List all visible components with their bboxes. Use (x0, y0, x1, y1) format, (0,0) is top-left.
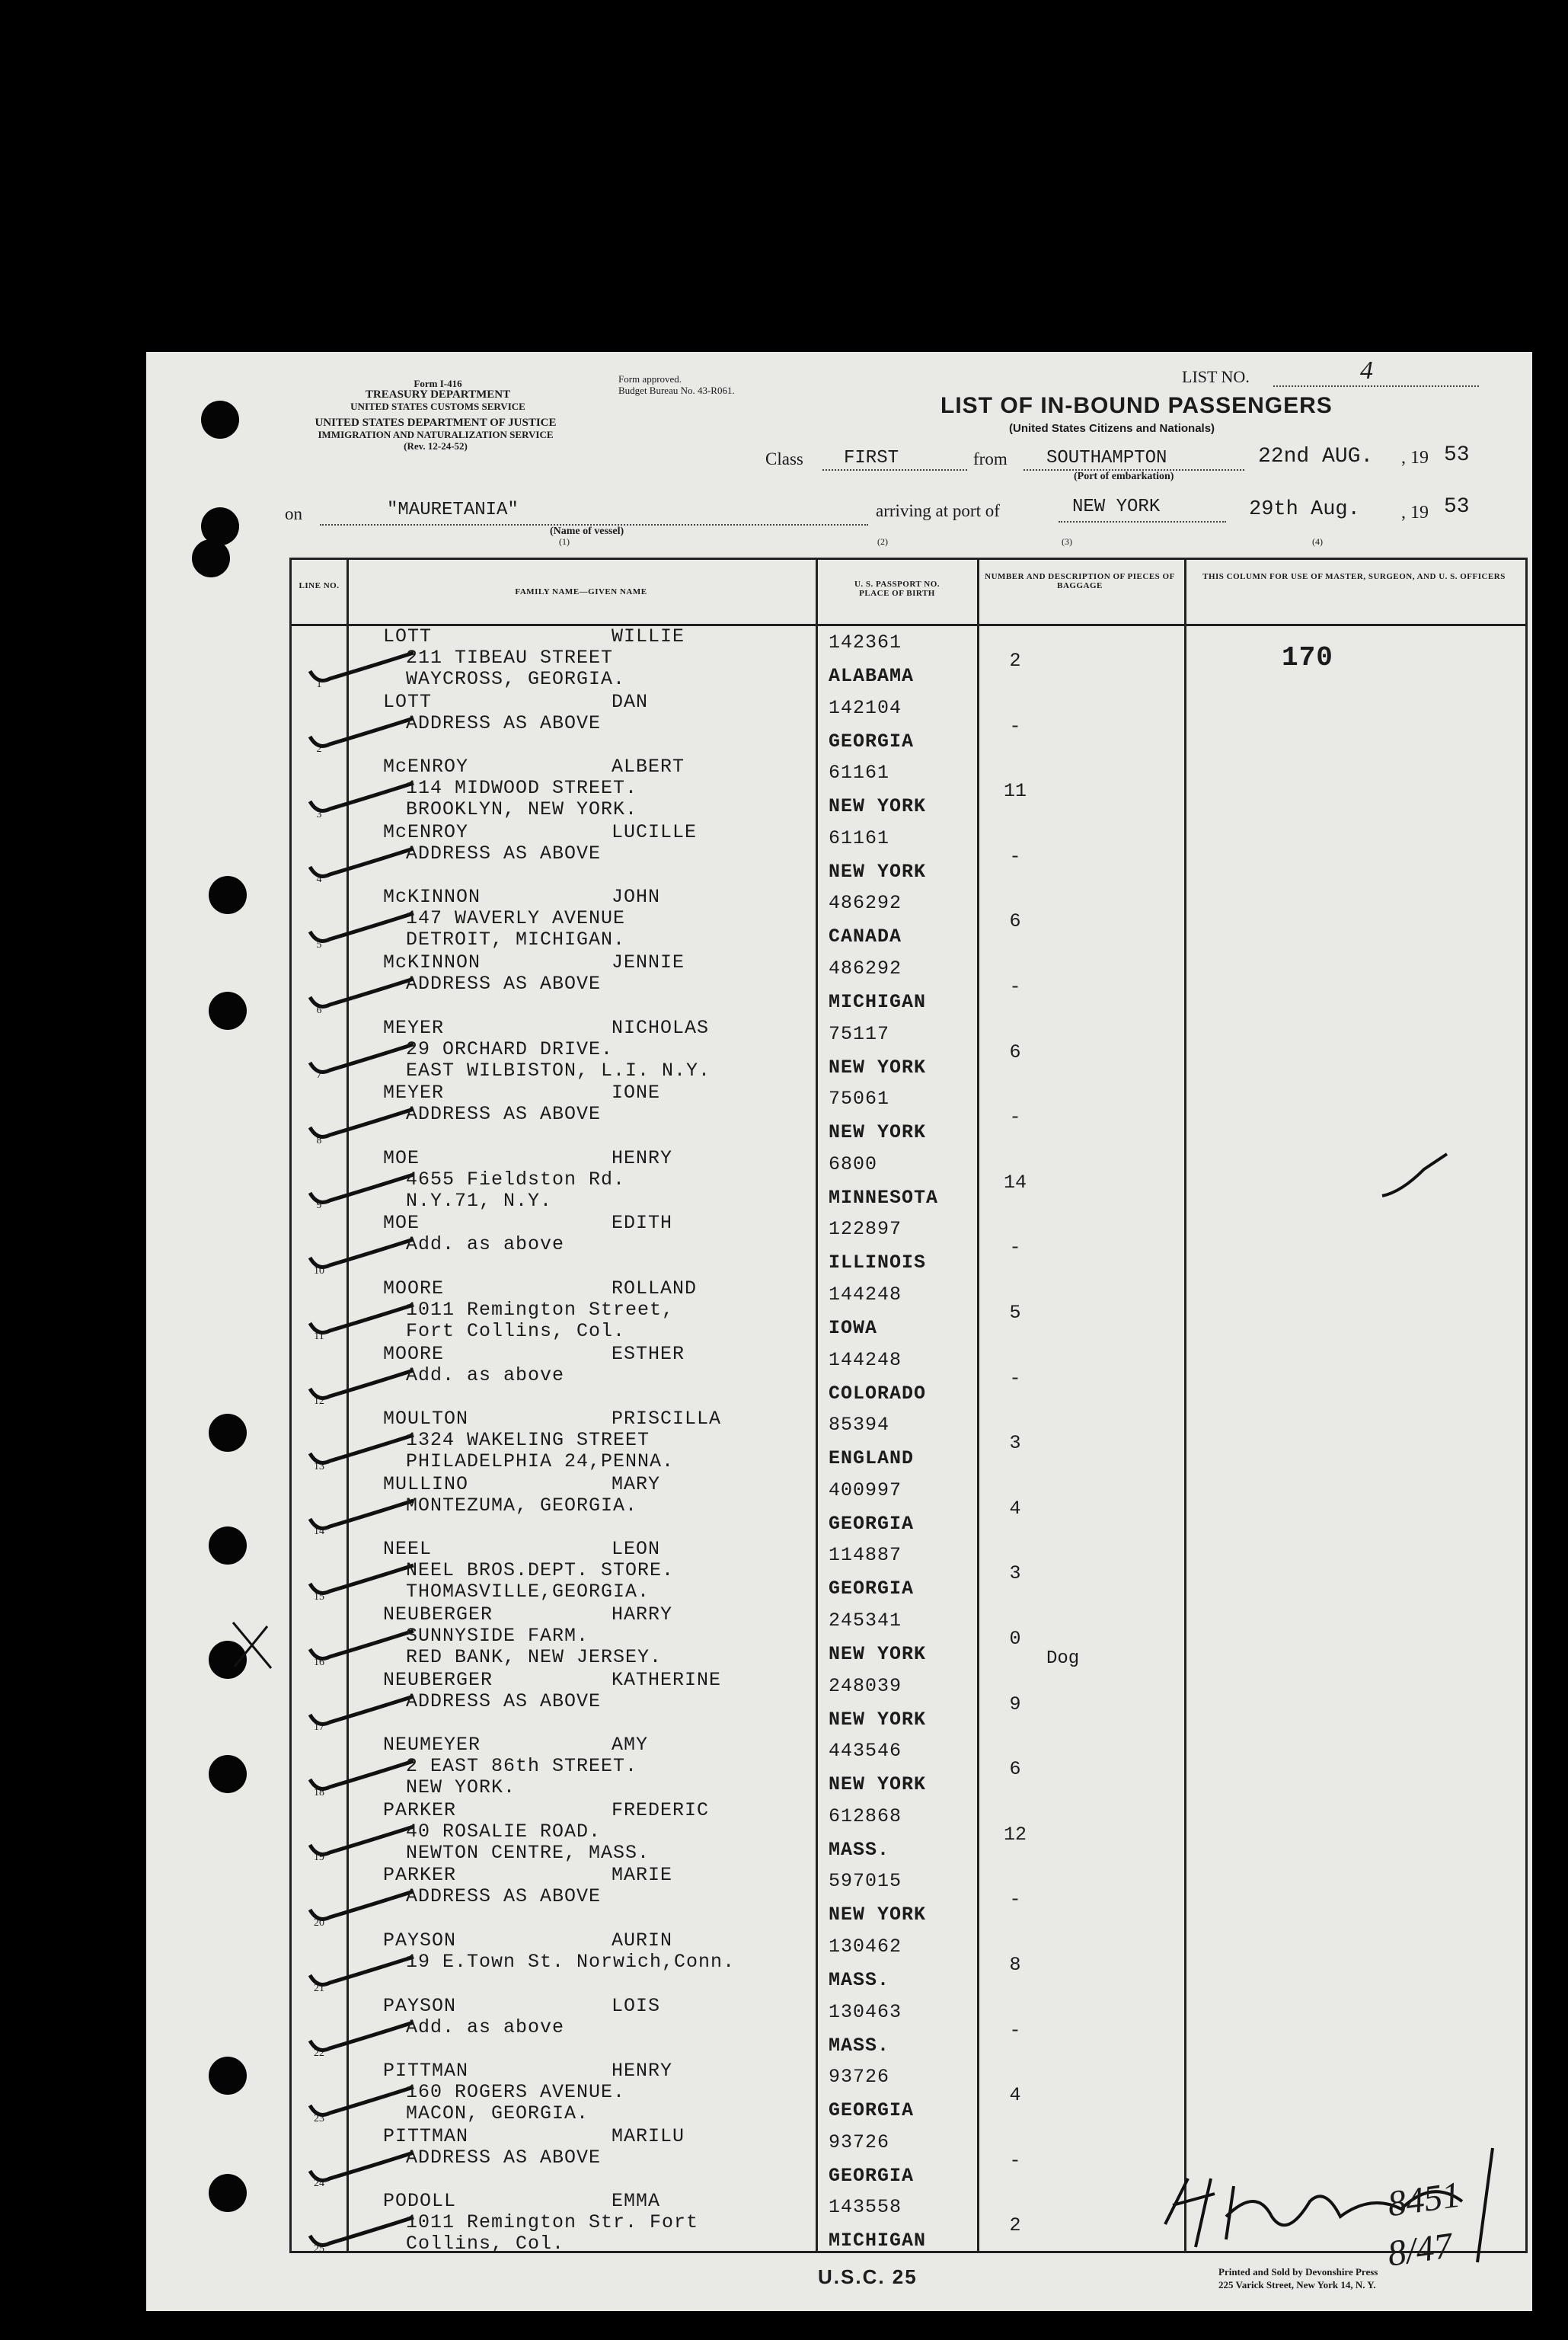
address-line-1: 211 TIBEAU STREET (406, 647, 614, 669)
passport-number: 114887 (829, 1544, 902, 1567)
address-line-1: ADDRESS AS ABOVE (406, 1103, 602, 1126)
place-of-birth: COLORADO (829, 1382, 927, 1405)
baggage-count: - (1009, 1367, 1021, 1389)
table-row (292, 1083, 1525, 1149)
class-label: Class (765, 449, 803, 468)
place-of-birth: ENGLAND (829, 1447, 915, 1470)
check-mark (307, 1758, 421, 1796)
address-line-1: 160 ROGERS AVENUE. (406, 2081, 626, 2104)
form-block: Form I-416 TREASURY DEPARTMENT UNITED STATES CUSTOMS SERVICE (350, 378, 525, 412)
passport-number: 144248 (829, 1283, 902, 1306)
col-number-4: (3) (1062, 536, 1072, 547)
list-no-line (1273, 385, 1479, 387)
baggage-count: 4 (1009, 2084, 1021, 2107)
family-name: NEUMEYER (383, 1734, 481, 1757)
col-number-2: (1) (559, 536, 570, 547)
given-name: LEON (612, 1538, 661, 1561)
table-row (292, 1996, 1525, 2062)
place-of-birth: NEW YORK (829, 1121, 927, 1144)
passport-number: 61161 (829, 762, 890, 785)
baggage-count: 6 (1009, 910, 1021, 933)
passport-number: 486292 (829, 957, 902, 980)
given-name: PRISCILLA (612, 1408, 722, 1431)
place-of-birth: GEORGIA (829, 1512, 915, 1535)
family-name: McKINNON (383, 886, 481, 909)
col-header-baggage: NUMBER AND DESCRIPTION OF PIECES OF BAGGAGE (985, 572, 1175, 590)
x-mark (225, 1615, 279, 1676)
family-name: NEUBERGER (383, 1603, 493, 1626)
check-mark (307, 1824, 421, 1862)
passport-number: 142104 (829, 696, 902, 719)
address-line-1: 19 E.Town St. Norwich,Conn. (406, 1951, 736, 1973)
baggage-count: 14 (1003, 1171, 1027, 1194)
address-line-2: DETROIT, MICHIGAN. (406, 929, 626, 951)
place-of-birth: IOWA (829, 1317, 878, 1339)
baggage-count: - (1009, 714, 1021, 737)
address-line-1: ADDRESS AS ABOVE (406, 711, 602, 734)
family-name: PAYSON (383, 1994, 457, 2017)
check-mark (307, 1041, 421, 1079)
given-name: AURIN (612, 1929, 673, 1952)
place-of-birth: CANADA (829, 925, 902, 948)
col-header-line: LINE NO. (299, 581, 340, 590)
family-name: MOORE (383, 1277, 445, 1299)
address-line-1: ADDRESS AS ABOVE (406, 1689, 602, 1712)
baggage-count: - (1009, 976, 1021, 998)
family-name: McKINNON (383, 951, 481, 973)
usc-number: U.S.C. 25 (818, 2265, 918, 2288)
table-row (292, 1279, 1525, 1344)
printer-line-1: Printed and Sold by Devonshire Press (1218, 2266, 1378, 2278)
check-mark (307, 1236, 421, 1274)
place-of-birth: NEW YORK (829, 1773, 927, 1796)
address-line-1: MONTEZUMA, GEORGIA. (406, 1494, 638, 1517)
address-line-1: ADDRESS AS ABOVE (406, 842, 602, 865)
given-name: JOHN (612, 886, 661, 909)
line-number: 4 (316, 874, 322, 886)
check-mark (307, 2019, 421, 2057)
table-row (292, 1798, 1525, 1866)
table-row (292, 1865, 1525, 1931)
given-name: WILLIE (612, 625, 685, 647)
given-name: IONE (612, 1082, 661, 1104)
table-row (292, 1344, 1525, 1410)
table-row (292, 1605, 1525, 1670)
baggage-count: 6 (1009, 1041, 1021, 1063)
place-of-birth: MASS. (829, 1838, 890, 1861)
address-line-2: BROOKLYN, NEW YORK. (406, 798, 638, 821)
family-name: LOTT (383, 690, 433, 713)
address-line-2: RED BANK, NEW JERSEY. (406, 1646, 663, 1668)
class-line (822, 469, 967, 471)
col-header-passport: U. S. PASSPORT NO. PLACE OF BIRTH (854, 580, 940, 598)
line-number: 9 (316, 1200, 322, 1212)
line-number: 3 (316, 808, 322, 820)
family-name: PITTMAN (383, 2124, 469, 2147)
address-line-2: N.Y.71, N.Y. (406, 1189, 553, 1212)
address-line-1: 1011 Remington Street, (406, 1299, 675, 1321)
family-name: McENROY (383, 756, 469, 778)
table-row (292, 1146, 1525, 1214)
baggage-count: 3 (1009, 1432, 1021, 1455)
given-name: ROLLAND (612, 1277, 698, 1299)
family-name: MEYER (383, 1082, 445, 1104)
passport-number: 75117 (829, 1022, 890, 1045)
place-of-birth: MICHIGAN (829, 991, 927, 1013)
tick-mark (1378, 1150, 1455, 1204)
address-line-2: EAST WILBISTON, L.I. N.Y. (406, 1059, 711, 1082)
family-name: McENROY (383, 820, 469, 843)
family-name: MULLINO (383, 1472, 469, 1495)
table-row (292, 1472, 1525, 1540)
punch-hole (209, 1755, 247, 1793)
place-of-birth: NEW YORK (829, 1708, 927, 1731)
given-name: HENRY (612, 2060, 673, 2083)
line-number: 24 (314, 2178, 324, 2190)
check-mark (307, 976, 421, 1014)
address-line-1: ADDRESS AS ABOVE (406, 2146, 602, 2169)
check-mark (307, 2150, 421, 2188)
check-mark (307, 2084, 421, 2122)
given-name: NICHOLAS (612, 1016, 710, 1039)
line-number: 11 (314, 1330, 324, 1342)
passport-number: 248039 (829, 1674, 902, 1697)
table-row (292, 1735, 1525, 1801)
check-mark (307, 1628, 421, 1666)
line-number: 25 (314, 2242, 324, 2255)
check-mark (307, 780, 421, 818)
given-name: HENRY (612, 1146, 673, 1169)
place-of-birth: GEORGIA (829, 2099, 915, 2122)
passport-number: 93726 (829, 2131, 890, 2153)
table-row (292, 1018, 1525, 1084)
check-mark (307, 715, 421, 753)
table-row (292, 627, 1525, 692)
line-number: 14 (314, 1526, 324, 1538)
family-name: PAYSON (383, 1929, 457, 1952)
check-mark (307, 910, 421, 948)
printer-line-2: 225 Varick Street, New York 14, N. Y. (1218, 2279, 1376, 2290)
family-name: MOULTON (383, 1408, 469, 1431)
baggage-count: 6 (1009, 1758, 1021, 1781)
justice-block: UNITED STATES DEPARTMENT OF JUSTICE IMMIGRATION AND NATURALIZATION SERVICE (Rev. 12-24-52) (315, 417, 557, 452)
given-name: DAN (612, 690, 649, 713)
address-line-1: Add. as above (406, 1363, 565, 1386)
address-line-2: THOMASVILLE,GEORGIA. (406, 1581, 650, 1603)
table-row (292, 1539, 1525, 1605)
address-line-1: SUNNYSIDE FARM. (406, 1625, 589, 1647)
passport-number: 142361 (829, 631, 902, 654)
line-number: 15 (314, 1590, 324, 1603)
table-row (292, 953, 1525, 1018)
line-number: 17 (314, 1721, 324, 1734)
line-number: 12 (314, 1395, 324, 1408)
from-caption: (Port of embarkation) (1074, 471, 1174, 482)
approval-block: Form approved. Budget Bureau No. 43-R061. (618, 373, 735, 396)
passport-number: 612868 (829, 1805, 902, 1827)
from-label: from (973, 449, 1008, 468)
table-row (292, 1409, 1525, 1475)
page-subtitle: (United States Citizens and Nationals) (1009, 422, 1215, 435)
address-line-1: Add. as above (406, 2016, 565, 2038)
given-name: MARIE (612, 1864, 673, 1887)
place-of-birth: GEORGIA (829, 1578, 915, 1600)
handwritten-number-1: 8451 (1384, 2174, 1464, 2225)
passport-number: 486292 (829, 892, 902, 915)
family-name: PODOLL (383, 2190, 457, 2213)
line-number: 10 (314, 1264, 324, 1277)
punch-hole (209, 1414, 247, 1452)
passport-number: 597015 (829, 1870, 902, 1893)
line-number: 21 (314, 1982, 324, 1994)
line-number: 8 (316, 1134, 322, 1146)
arriving-label: arriving at port of (876, 501, 1000, 520)
punch-hole (209, 1526, 247, 1565)
address-line-1: ADDRESS AS ABOVE (406, 1885, 602, 1908)
table-row (292, 820, 1525, 888)
check-mark (307, 1888, 421, 1926)
baggage-count: - (1009, 845, 1021, 868)
family-name: MEYER (383, 1016, 445, 1039)
family-name: MOORE (383, 1342, 445, 1365)
given-name: ALBERT (612, 756, 685, 778)
year-value-2: 53 (1444, 495, 1470, 519)
table-row (292, 1931, 1525, 1996)
line-number: 13 (314, 1460, 324, 1472)
line-number: 16 (314, 1656, 324, 1668)
place-of-birth: GEORGIA (829, 730, 915, 753)
year-value: 53 (1444, 443, 1470, 467)
baggage-count: - (1009, 1888, 1021, 1911)
given-name: EDITH (612, 1212, 673, 1235)
line-number: 19 (314, 1852, 324, 1864)
family-name: NEEL (383, 1538, 433, 1561)
baggage-count: 0 (1009, 1628, 1021, 1650)
address-line-1: NEEL BROS.DEPT. STORE. (406, 1559, 675, 1582)
baggage-count: 2 (1009, 2214, 1021, 2237)
line-number: 1 (316, 678, 322, 690)
line-number: 23 (314, 2112, 324, 2124)
address-line-2: Collins, Col. (406, 2233, 565, 2255)
table-body (292, 625, 1525, 2255)
punch-hole (209, 992, 247, 1030)
place-of-birth: NEW YORK (829, 860, 927, 883)
passport-number: 143558 (829, 2196, 902, 2219)
col-header-name: FAMILY NAME—GIVEN NAME (515, 587, 647, 596)
check-mark (307, 1954, 421, 1992)
list-no-value: 4 (1360, 356, 1373, 385)
family-name: PARKER (383, 1864, 457, 1887)
address-line-1: 147 WAVERLY AVENUE (406, 907, 626, 930)
from-value: SOUTHAMPTON (1046, 448, 1167, 468)
punch-hole (201, 401, 239, 439)
baggage-count: 12 (1003, 1823, 1027, 1846)
table-row (292, 2061, 1525, 2127)
family-name: LOTT (383, 625, 433, 647)
vessel-value: "MAURETANIA" (387, 500, 519, 520)
check-mark (307, 846, 421, 884)
col-number-5: (4) (1312, 536, 1323, 547)
address-line-1: 29 ORCHARD DRIVE. (406, 1037, 614, 1060)
family-name: MOE (383, 1146, 420, 1169)
passenger-table (289, 558, 1528, 2253)
passport-number: 61161 (829, 826, 890, 849)
address-line-2: Fort Collins, Col. (406, 1320, 626, 1342)
punch-hole (209, 2057, 247, 2095)
passport-number: 400997 (829, 1478, 902, 1501)
given-name: FREDERIC (612, 1798, 710, 1821)
address-line-1: 1011 Remington Str. Fort (406, 2211, 699, 2234)
baggage-count: - (1009, 1236, 1021, 1259)
given-name: KATHERINE (612, 1668, 722, 1691)
address-line-1: 2 EAST 86th STREET. (406, 1755, 638, 1778)
list-no-label: LIST NO. (1182, 367, 1250, 386)
punch-hole (209, 2174, 247, 2212)
arrive-date-value: 29th Aug. (1249, 498, 1360, 521)
passport-number: 130463 (829, 2000, 902, 2023)
check-mark (307, 1106, 421, 1144)
family-name: PARKER (383, 1798, 457, 1821)
place-of-birth: NEW YORK (829, 1643, 927, 1665)
col-header-officers: THIS COLUMN FOR USE OF MASTER, SURGEON, AND U. S. OFFICERS (1202, 572, 1506, 581)
given-name: LUCILLE (612, 820, 698, 843)
given-name: JENNIE (612, 951, 685, 973)
punch-hole (192, 539, 230, 577)
place-of-birth: MASS. (829, 2034, 890, 2057)
col-number-3: (2) (877, 536, 888, 547)
given-name: MARILU (612, 2124, 685, 2147)
line-number: 18 (314, 1786, 324, 1798)
punch-hole (209, 876, 247, 914)
baggage-count: - (1009, 1106, 1021, 1129)
check-mark (307, 1693, 421, 1731)
baggage-count: 3 (1009, 1562, 1021, 1585)
port-line (1059, 521, 1226, 523)
passport-number: 75061 (829, 1088, 890, 1111)
line-number: 7 (316, 1069, 322, 1082)
place-of-birth: MICHIGAN (829, 2230, 927, 2252)
date-value: 22nd AUG. (1258, 445, 1374, 468)
check-mark (307, 650, 421, 688)
check-mark (307, 1367, 421, 1405)
check-mark (307, 1302, 421, 1340)
passport-number: 443546 (829, 1740, 902, 1763)
place-of-birth: MINNESOTA (829, 1186, 939, 1209)
on-label: on (285, 504, 302, 523)
place-of-birth: ILLINOIS (829, 1252, 927, 1274)
class-value: FIRST (844, 448, 899, 468)
place-of-birth: NEW YORK (829, 1904, 927, 1926)
passport-number: 130462 (829, 1936, 902, 1958)
year-prefix-2: , 19 (1401, 503, 1429, 523)
given-name: ESTHER (612, 1342, 685, 1365)
baggage-count: 11 (1003, 780, 1027, 803)
passport-number: 93726 (829, 2066, 890, 2089)
passport-number: 85394 (829, 1414, 890, 1437)
dog-note: Dog (1046, 1648, 1080, 1669)
page-title: LIST OF IN-BOUND PASSENGERS (940, 393, 1333, 418)
family-name: NEUBERGER (383, 1668, 493, 1691)
check-mark (307, 1498, 421, 1536)
baggage-count: - (1009, 2019, 1021, 2041)
passport-number: 245341 (829, 1610, 902, 1632)
table-row (292, 1213, 1525, 1279)
table-row (292, 692, 1525, 758)
passport-number: 122897 (829, 1218, 902, 1241)
passport-number: 6800 (829, 1152, 878, 1175)
baggage-count: 2 (1009, 650, 1021, 672)
passport-number: 144248 (829, 1348, 902, 1371)
year-prefix: , 19 (1401, 448, 1429, 468)
port-value: NEW YORK (1072, 497, 1161, 517)
line-number: 22 (314, 2048, 324, 2060)
address-line-1: 114 MIDWOOD STREET. (406, 777, 638, 800)
baggage-count: 8 (1009, 1954, 1021, 1976)
address-line-1: ADDRESS AS ABOVE (406, 973, 602, 995)
handwritten-number-2: 8/47 (1384, 2225, 1455, 2274)
given-name: EMMA (612, 2190, 661, 2213)
place-of-birth: NEW YORK (829, 1056, 927, 1079)
line-number: 20 (314, 1916, 324, 1929)
address-line-2: WAYCROSS, GEORGIA. (406, 668, 626, 690)
place-of-birth: ALABAMA (829, 665, 915, 687)
given-name: LOIS (612, 1994, 661, 2017)
vessel-caption: (Name of vessel) (550, 526, 624, 537)
check-mark (307, 1562, 421, 1600)
address-line-2: MACON, GEORGIA. (406, 2102, 589, 2125)
given-name: HARRY (612, 1603, 673, 1626)
header-divider (292, 624, 1525, 626)
given-name: AMY (612, 1734, 649, 1757)
line-number: 5 (316, 938, 322, 951)
line-number: 6 (316, 1004, 322, 1016)
given-name: MARY (612, 1472, 661, 1495)
address-line-1: 4655 Fieldston Rd. (406, 1168, 626, 1191)
address-line-1: 40 ROSALIE ROAD. (406, 1820, 602, 1843)
baggage-count: 9 (1009, 1693, 1021, 1715)
address-line-2: NEW YORK. (406, 1776, 516, 1799)
table-row (292, 887, 1525, 953)
address-line-1: Add. as above (406, 1233, 565, 1256)
address-line-1: 1324 WAKELING STREET (406, 1429, 650, 1452)
family-name: PITTMAN (383, 2060, 469, 2083)
place-of-birth: MASS. (829, 1969, 890, 1991)
place-of-birth: GEORGIA (829, 2164, 915, 2187)
line-number: 2 (316, 743, 322, 756)
address-line-2: PHILADELPHIA 24,PENNA. (406, 1450, 675, 1473)
baggage-count: 4 (1009, 1497, 1021, 1520)
address-line-2: NEWTON CENTRE, MASS. (406, 1841, 650, 1864)
family-name: MOE (383, 1212, 420, 1235)
check-mark (307, 1172, 421, 1210)
table-row (292, 757, 1525, 823)
officer-note: 170 (1282, 642, 1333, 673)
place-of-birth: NEW YORK (829, 795, 927, 818)
check-mark (307, 1432, 421, 1470)
baggage-count: - (1009, 2149, 1021, 2172)
baggage-count: 5 (1009, 1302, 1021, 1324)
check-mark (307, 2214, 421, 2252)
table-row (292, 1670, 1525, 1736)
